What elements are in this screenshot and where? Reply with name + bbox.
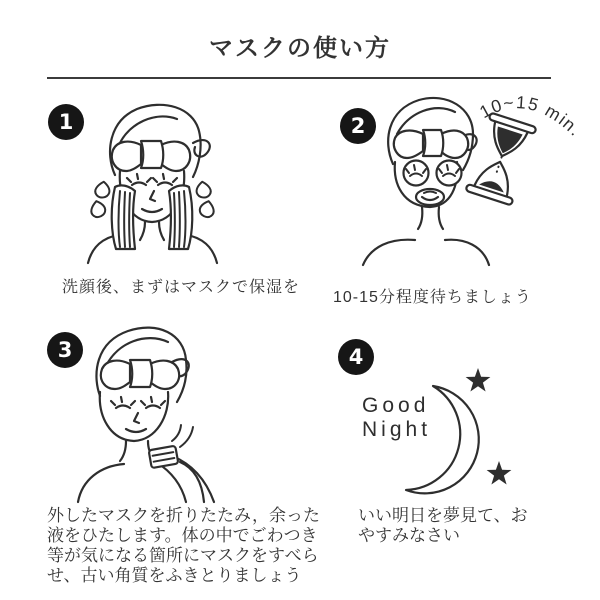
step-2-caption: 10-15分程度待ちましょう bbox=[333, 289, 532, 306]
closed-eyes bbox=[127, 174, 177, 185]
title-divider bbox=[47, 77, 551, 79]
step-4-number: 4 bbox=[348, 344, 364, 369]
step-1-caption: 洗顔後、まずはマスクで保湿を bbox=[62, 279, 301, 296]
step-1-number: 1 bbox=[58, 109, 74, 134]
mouth-smile bbox=[142, 209, 162, 212]
folded-mask-icon bbox=[149, 446, 179, 468]
shoulders bbox=[363, 240, 489, 265]
neck bbox=[120, 441, 126, 461]
step-1-badge bbox=[48, 104, 84, 140]
step-3-caption bbox=[47, 506, 320, 586]
step-2-illustration bbox=[335, 88, 590, 273]
step-3-caption-line-2: 液をひたします。体の中でごわつき bbox=[47, 526, 318, 545]
neck bbox=[140, 222, 145, 240]
step-3-illustration bbox=[68, 316, 263, 504]
timer-label: 10~15 min. bbox=[476, 91, 587, 141]
motion-lines bbox=[172, 425, 193, 447]
face-outline bbox=[100, 392, 168, 441]
moon-label-good: Good bbox=[362, 394, 430, 417]
step-1-illustration bbox=[85, 93, 220, 265]
star-icon bbox=[487, 461, 512, 485]
shoulders bbox=[88, 235, 217, 263]
step-4-caption bbox=[358, 506, 528, 546]
left-shoulder bbox=[78, 464, 124, 502]
step-4-caption-line-2: やすみなさい bbox=[358, 526, 460, 545]
mask-eye-holes bbox=[404, 161, 462, 186]
moon-label-night: Night bbox=[362, 418, 432, 441]
mask-mouth-hole bbox=[416, 189, 444, 205]
bow-ribbon-icon bbox=[101, 360, 179, 389]
step-3-caption-line-4: せ、古い角質をふきとりましょう bbox=[47, 566, 302, 585]
step-2-number: 2 bbox=[350, 113, 366, 138]
bow-ribbon-icon bbox=[394, 130, 468, 158]
step-3-caption-line-1: 外したマスクを折りたたみ，余った bbox=[47, 506, 321, 525]
step-4-caption-line-1: いい明日を夢見て、お bbox=[358, 506, 528, 525]
step-4-illustration bbox=[352, 340, 562, 500]
step-3-number: 3 bbox=[57, 337, 73, 362]
star-icon bbox=[466, 368, 491, 392]
nose bbox=[150, 191, 155, 201]
mouth-smile bbox=[126, 429, 146, 432]
bow-ribbon-icon bbox=[112, 141, 190, 171]
hourglass-icon bbox=[466, 113, 537, 206]
neck bbox=[418, 207, 422, 229]
closed-eyes bbox=[111, 397, 165, 408]
step-3-caption-line-3: 等が気になる箇所にマスクをすべら bbox=[47, 546, 319, 565]
nose bbox=[134, 413, 139, 423]
page-title: マスクの使い方 bbox=[209, 35, 391, 62]
